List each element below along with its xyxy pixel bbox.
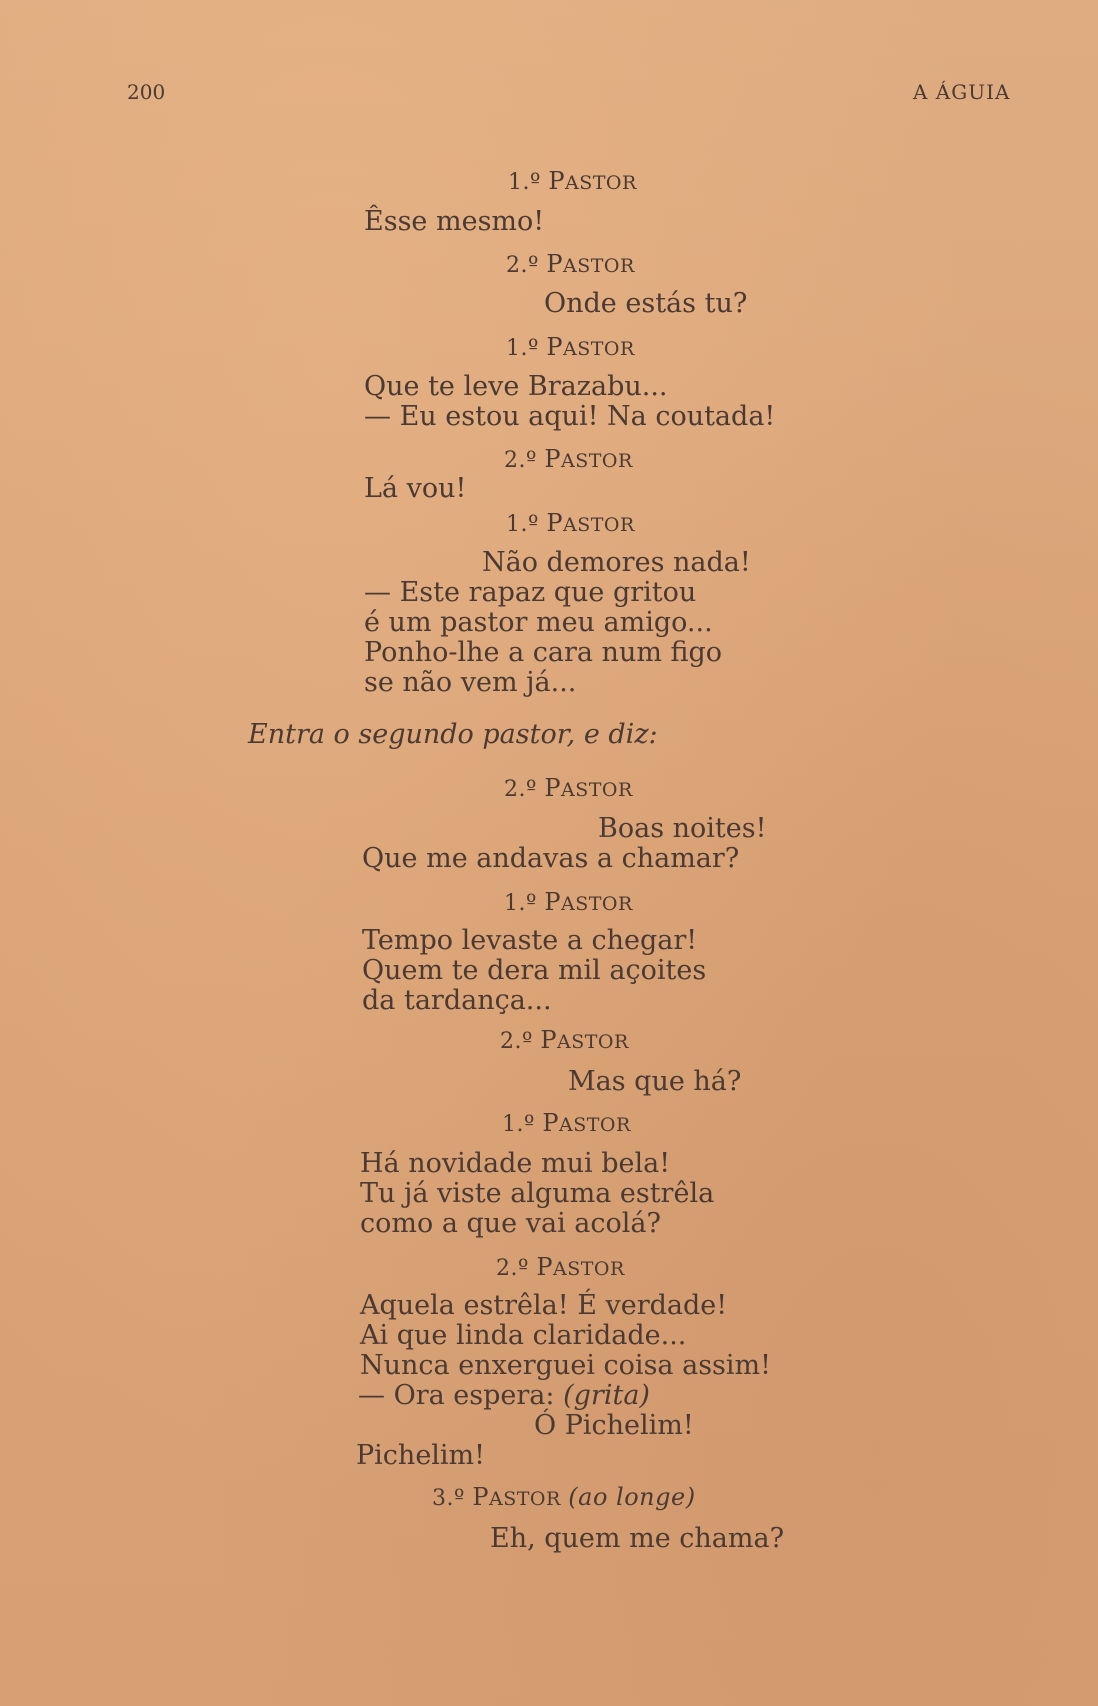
speaker-heading: 2.º PASTOR (504, 445, 633, 473)
speaker-number: 1.º (506, 336, 539, 361)
verse-line: Nunca enxerguei coisa assim! (360, 1350, 771, 1381)
speaker-number: 2.º (500, 1029, 533, 1054)
verse-line: Quem te dera mil açoites (362, 955, 707, 986)
verse-line: Ó Pichelim! (534, 1410, 694, 1441)
speaker-heading: 1.º PASTOR (504, 888, 633, 916)
verse-line: — Este rapaz que gritou (364, 577, 697, 608)
speaker-heading: 1.º PASTOR (506, 333, 635, 361)
speaker-number: 1.º (508, 170, 541, 195)
verse-line: Ponho-lhe a cara num figo (364, 637, 723, 668)
verse-line: Boas noites! (598, 813, 767, 844)
verse-line: Não demores nada! (482, 547, 751, 578)
speaker-number: 1.º (504, 891, 537, 916)
speaker-heading: 1.º PASTOR (508, 167, 637, 195)
stage-aside: (grita) (563, 1380, 650, 1411)
verse-line: é um pastor meu amigo... (364, 607, 713, 638)
speaker-number: 1.º (506, 512, 539, 537)
verse-line: Lá vou! (364, 473, 467, 504)
speaker-heading: 2.º PASTOR (504, 774, 633, 802)
verse-line: Pichelim! (356, 1440, 486, 1471)
verse-line: — Eu estou aqui! Na coutada! (364, 401, 776, 432)
verse-line: — Ora espera: (grita) (358, 1380, 650, 1411)
speaker-heading: 1.º PASTOR (506, 509, 635, 537)
running-title: A ÁGUIA (913, 80, 1011, 104)
speaker-number: 2.º (504, 448, 537, 473)
verse-line: da tardança... (362, 985, 552, 1016)
verse-line: Eh, quem me chama? (490, 1523, 785, 1554)
verse-line: Êsse mesmo! (364, 206, 545, 237)
speaker-number: 2.º (506, 253, 539, 278)
verse-line: Que te leve Brazabu... (364, 371, 668, 402)
speaker-number: 1.º (502, 1112, 535, 1137)
verse-line: Tempo levaste a chegar! (362, 925, 698, 956)
stage-aside: (ao longe) (568, 1483, 696, 1511)
speaker-heading: 2.º PASTOR (506, 250, 635, 278)
page-number: 200 (127, 80, 166, 104)
speaker-heading: 1.º PASTOR (502, 1109, 631, 1137)
verse-line: Aquela estrêla! É verdade! (360, 1290, 728, 1321)
speaker-number: 3.º (432, 1486, 465, 1511)
verse-line: se não vem já... (364, 667, 577, 698)
verse-line: Ai que linda claridade... (360, 1320, 687, 1351)
speaker-heading: 2.º PASTOR (496, 1253, 625, 1281)
verse-line: Há novidade mui bela! (360, 1148, 671, 1179)
verse-line: Tu já viste alguma estrêla (360, 1178, 715, 1209)
speaker-number: 2.º (496, 1256, 529, 1281)
speaker-heading: 3.º PASTOR (ao longe) (432, 1483, 696, 1511)
verse-line: Mas que há? (568, 1066, 742, 1097)
speaker-number: 2.º (504, 777, 537, 802)
verse-line: Onde estás tu? (544, 288, 748, 319)
verse-line: como a que vai acolá? (360, 1208, 661, 1239)
speaker-heading: 2.º PASTOR (500, 1026, 629, 1054)
stage-direction: Entra o segundo pastor, e diz: (248, 719, 658, 750)
verse-line: Que me andavas a chamar? (362, 843, 740, 874)
